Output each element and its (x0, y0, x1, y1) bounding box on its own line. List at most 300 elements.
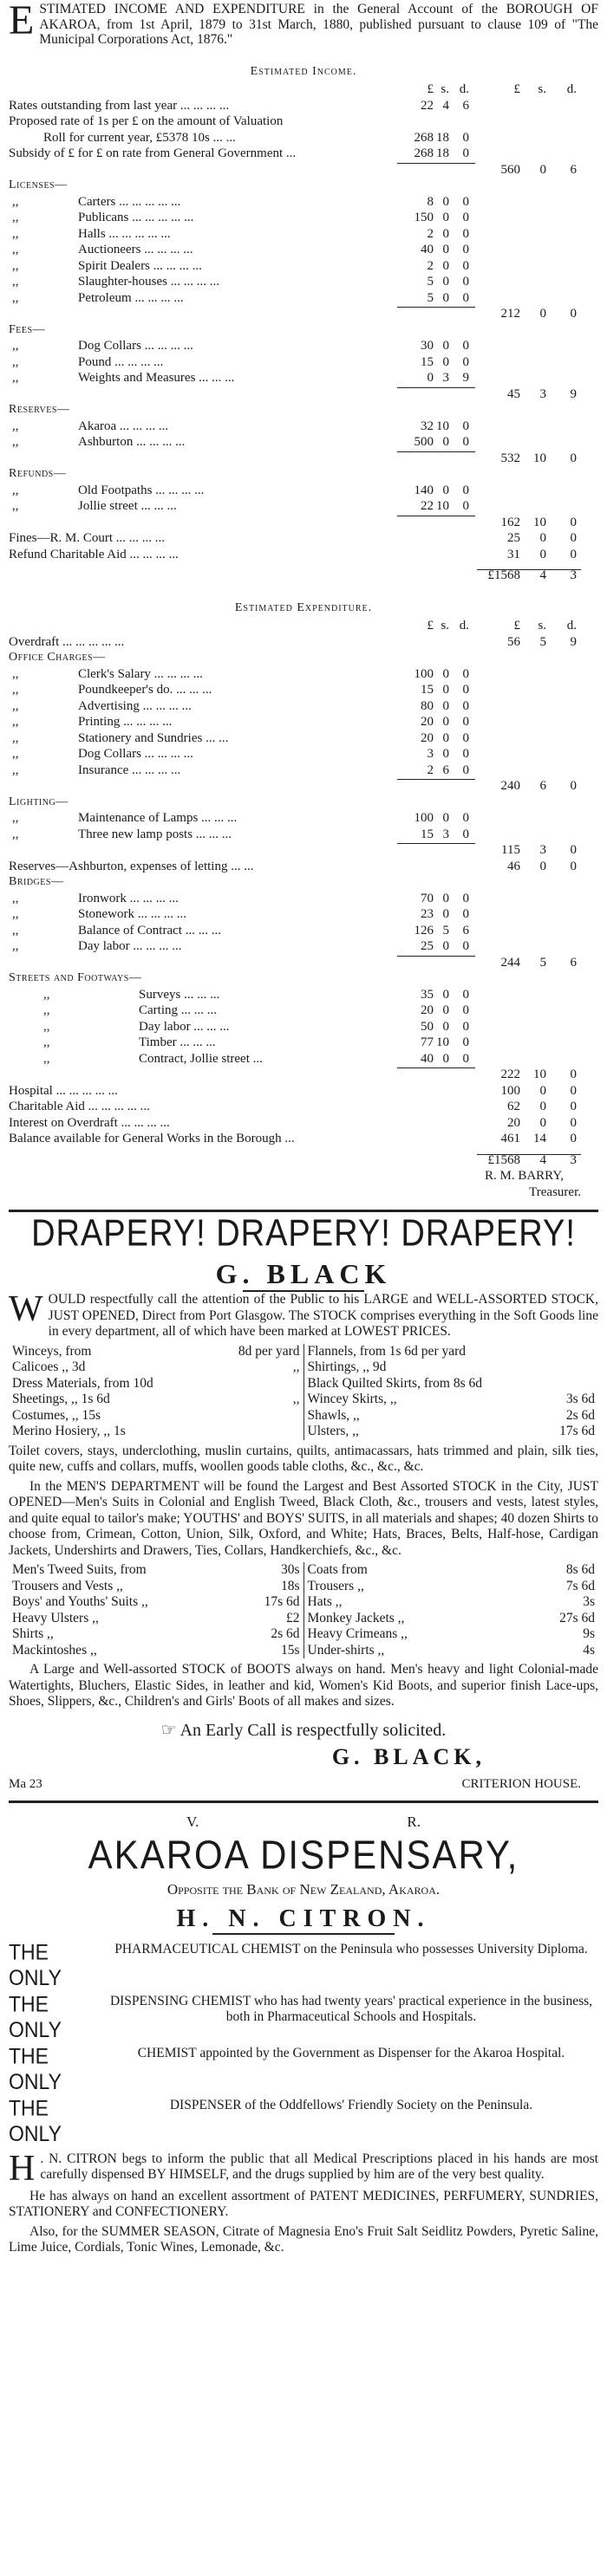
amount-cell: 0 (442, 1051, 449, 1066)
row-label: Petroleum ... ... ... ... (78, 290, 184, 305)
section-label: Fees— (9, 322, 46, 336)
prescription-notice-text: . N. CITRON begs to inform the public that all Medical Prescriptions placed in his hands are most carefully dispensed BY HIMSELF, and the drugs supplied by him are of the very best quality. (40, 2151, 598, 2182)
drop-cap: E (9, 0, 35, 43)
the-only-list (9, 1938, 598, 2146)
amount-cell: 0 (462, 435, 469, 449)
row-label: Insurance ... ... ... ... (78, 762, 181, 777)
amount-cell: 20 (421, 1003, 434, 1017)
criterion-line (9, 1777, 598, 1792)
account-row (9, 568, 598, 584)
row-label: Subsidy of £ for £ on rate from General Government ... (9, 146, 297, 160)
account-row (9, 730, 598, 747)
account-row (9, 1002, 598, 1019)
ditto-mark: ,, (12, 339, 19, 353)
amount-cell: 10 (436, 499, 449, 513)
amount-cell: 18 (436, 146, 449, 160)
subtotal-cell: 10 (533, 515, 546, 529)
account-row (9, 434, 598, 451)
account-row (9, 98, 598, 114)
ditto-mark: ,, (12, 891, 19, 905)
account-row (9, 666, 598, 683)
account-row (9, 795, 598, 811)
amount-cell: 0 (442, 811, 449, 825)
account-row (9, 1035, 598, 1051)
subtotal-cell: 461 (500, 1132, 520, 1145)
row-label: Carting ... ... ... (139, 1003, 217, 1017)
expenditure-table (9, 634, 598, 1169)
section-label: Licenses— (9, 178, 68, 191)
ditto-mark: ,, (12, 698, 19, 713)
price-item: Trousers and Vests ,, (12, 1578, 123, 1593)
price-item: Ulsters, ,, (307, 1424, 359, 1438)
section-label: Lighting— (9, 795, 69, 808)
amount-cell: 0 (442, 891, 449, 905)
section-label: Office Charges— (9, 651, 106, 664)
account-row (9, 923, 598, 939)
price-column-right (304, 1344, 599, 1440)
currency-head: d. (566, 81, 577, 96)
amount-cell: 9 (462, 371, 469, 385)
the-only-tag: THE ONLY (9, 2094, 62, 2146)
price-row (12, 1424, 300, 1440)
row-label: Spirit Dealers ... ... ... ... (78, 258, 202, 273)
price-value: 18s (280, 1578, 300, 1593)
boots-notice: A Large and Well-assorted STOCK of BOOTS always on hand. Men's heavy and light Colonial-made Watertights, Bluchers, Elastic Sides, in leather and kid, Women's Kid Boots, and superior finish Lace-ups, Shoes, Slippers, &c., Children's and Girls' Boots of all makes and sizes. (9, 1662, 598, 1709)
subtotal-cell: 100 (500, 1083, 520, 1098)
account-row (9, 714, 598, 730)
price-item: Under-shirts ,, (307, 1642, 385, 1658)
criterion-house: CRITERION HOUSE. (461, 1776, 581, 1791)
price-row (12, 1344, 300, 1360)
account-row (9, 290, 598, 307)
amount-cell: 3 (427, 747, 434, 761)
amount-cell: 3 (442, 827, 449, 841)
amount-cell: 0 (462, 211, 469, 224)
subtotal-cell: 0 (570, 515, 577, 529)
stock-notice: He has always on hand an excellent assortment of PATENT MEDICINES, PERFUMERY, SUNDRIES, STATIONERY and CONFECTIONERY. (9, 2188, 598, 2219)
the-only-tag: THE ONLY (9, 2042, 62, 2094)
the-only-text: DISPENSER of the Oddfellows' Friendly Society on the Peninsula. (169, 2097, 533, 2112)
amount-cell: 20 (421, 730, 434, 745)
subtotal-cell: 14 (533, 1132, 546, 1145)
amount-cell: 0 (442, 226, 449, 241)
subtotal-cell: 0 (570, 779, 577, 793)
currency-head: s. (538, 618, 546, 633)
price-row (308, 1611, 596, 1627)
price-value: ,, (292, 1359, 300, 1374)
amount-cell: 0 (442, 698, 449, 713)
amount-cell: 0 (442, 1003, 449, 1017)
price-row (12, 1359, 300, 1376)
subtotal-rule (397, 451, 475, 452)
price-item: Hats ,, (307, 1594, 343, 1609)
subtotal-cell: 0 (539, 547, 546, 561)
subtotal-cell: 0 (539, 307, 546, 321)
price-value: 2s 6d (271, 1626, 300, 1641)
price-value: 3s (583, 1594, 595, 1609)
row-label: Pound ... ... ... ... (78, 354, 164, 369)
subtotal-cell: 0 (539, 1115, 546, 1130)
subtotal-cell: 25 (507, 531, 520, 545)
the-only-item (9, 2042, 598, 2094)
drapery-intro-text: OULD respectfully call the attention of the Public to his LARGE and WELL-ASSORTED STOCK, JUST OPENED, Direct from Port Glasgow. The STOCK comprises everything in the Soft Goods line in every department, all of which have been marked at LOWEST PRICES. (48, 1292, 598, 1339)
price-item: Trousers ,, (307, 1578, 364, 1593)
price-item: Sheetings, ,, 1s 6d (12, 1392, 110, 1406)
subtotal-cell: 3 (539, 386, 546, 401)
subtotal-cell: 560 (500, 162, 520, 177)
merchant-name-text: G. BLACK (215, 1258, 392, 1289)
subtotal-cell: £1568 (487, 1152, 520, 1167)
amount-cell: 0 (462, 762, 469, 777)
amount-cell: 35 (421, 987, 434, 1002)
subtotal-cell: 0 (570, 1132, 577, 1145)
amount-cell: 0 (462, 666, 469, 681)
subtotal-cell: 0 (539, 162, 546, 177)
row-label: Publicans ... ... ... ... ... (78, 211, 194, 224)
price-row (308, 1344, 596, 1360)
row-label: Ashburton ... ... ... ... (78, 435, 186, 449)
amount-cell: 0 (462, 1035, 469, 1049)
amount-cell: 5 (442, 923, 449, 938)
subtotal-cell: 0 (570, 531, 577, 545)
section-label: Reserves— (9, 403, 70, 416)
the-only-text: DISPENSING CHEMIST who has had twenty years' practical experience in the business, both in Pharmaceutical Schools and Hospitals. (109, 1993, 593, 2024)
subtotal-cell: 162 (500, 515, 520, 529)
amount-cell: 2 (427, 226, 434, 241)
amount-cell: 20 (421, 715, 434, 729)
amount-cell: 22 (421, 499, 434, 513)
proprietor-name (9, 1905, 598, 1935)
price-row (12, 1562, 300, 1579)
amount-cell: 5 (427, 290, 434, 305)
section-label: Bridges— (9, 875, 64, 888)
account-row (9, 938, 598, 955)
amount-cell: 15 (421, 354, 434, 369)
row-label: Poundkeeper's do. ... ... ... (78, 683, 212, 697)
the-only-item (9, 1990, 598, 2042)
accounts-intro-text: STIMATED INCOME AND EXPENDITURE in the General Account of the BOROUGH OF AKAROA, from 1st April, 1879 to 31st March, 1880, published pursuant to clause 109 of "The Municipal Corporations Act, 1876." (39, 2, 598, 47)
account-row (9, 114, 598, 130)
ditto-mark: ,, (12, 226, 19, 241)
ditto-mark: ,, (12, 747, 19, 761)
amount-cell: 0 (462, 243, 469, 256)
price-row (308, 1579, 596, 1595)
amount-cell: 0 (442, 730, 449, 745)
subtotal-cell: £1568 (487, 568, 520, 582)
price-value: 3s 6d (565, 1392, 595, 1406)
price-column-left (9, 1344, 304, 1440)
ditto-mark: ,, (12, 811, 19, 825)
account-row (9, 1131, 598, 1147)
account-row (9, 226, 598, 243)
ditto-mark: ,, (12, 907, 19, 921)
price-value: 8d per yard (238, 1343, 300, 1359)
amount-cell: 0 (442, 194, 449, 209)
ditto-mark: ,, (12, 211, 19, 224)
income-table (9, 98, 598, 584)
section-divider (9, 1801, 598, 1803)
account-row (9, 178, 598, 194)
price-item: Monkey Jackets ,, (307, 1610, 405, 1625)
account-row (9, 370, 598, 386)
account-row (9, 698, 598, 715)
row-label: Three new lamp posts ... ... ... (78, 827, 232, 841)
amount-cell: 5 (427, 275, 434, 289)
ditto-mark: ,, (12, 939, 19, 953)
row-label: Ironwork ... ... ... ... (78, 891, 179, 905)
row-label: Day labor ... ... ... ... (78, 939, 182, 953)
row-label: Carters ... ... ... ... ... (78, 194, 181, 209)
subtotal-cell: 6 (539, 779, 546, 793)
account-row (9, 1152, 598, 1169)
amount-cell: 0 (462, 354, 469, 369)
subtotal-cell: 6 (570, 955, 577, 970)
price-value: 8s 6d (565, 1562, 595, 1577)
amount-cell: 70 (421, 891, 434, 905)
account-row (9, 955, 598, 971)
amount-cell: 268 (414, 146, 434, 160)
amount-cell: 0 (442, 683, 449, 697)
subtotal-cell: 0 (539, 859, 546, 873)
currency-head: s. (441, 81, 449, 96)
amount-cell: 6 (462, 98, 469, 113)
amount-cell: 0 (462, 194, 469, 209)
subtotal-cell: 0 (570, 451, 577, 465)
dispensary-title: AKAROA DISPENSARY, (88, 1832, 519, 1877)
amount-cell: 0 (442, 258, 449, 273)
proprietor-name-text: H. N. CITRON. (176, 1904, 431, 1932)
price-value: 9s (583, 1626, 595, 1641)
ditto-mark: ,, (12, 354, 19, 369)
ditto-mark: ,, (43, 1051, 50, 1066)
account-row (9, 842, 598, 859)
row-label: Surveys ... ... ... (139, 987, 220, 1002)
ditto-mark: ,, (43, 1035, 50, 1049)
amount-cell: 0 (462, 226, 469, 241)
currency-head: s. (538, 81, 546, 96)
currency-head: £ (513, 81, 520, 96)
subtotal-cell: 10 (533, 1067, 546, 1081)
account-row (9, 130, 598, 146)
amount-cell: 10 (436, 419, 449, 433)
section-label: Streets and Footways— (9, 971, 142, 984)
subtotal-cell: 532 (500, 451, 520, 465)
the-only-tag: THE ONLY (9, 1938, 62, 1990)
ditto-mark: ,, (12, 419, 19, 433)
amount-cell: 0 (442, 939, 449, 953)
row-label: Charitable Aid ... ... ... ... ... (9, 1100, 150, 1113)
merchant-signoff: G. BLACK, (331, 1743, 486, 1769)
subtotal-cell: 0 (570, 843, 577, 857)
ditto-mark: ,, (12, 371, 19, 385)
price-value: ,, (292, 1392, 300, 1406)
account-row (9, 483, 598, 499)
currency-header (9, 619, 598, 634)
amount-cell: 6 (462, 923, 469, 938)
subtotal-cell: 3 (539, 843, 546, 857)
row-label: Weights and Measures ... ... ... (78, 371, 235, 385)
income-heading: Estimated Income. (250, 64, 357, 78)
ditto-mark: ,, (43, 1019, 50, 1034)
price-value: 27s 6d (559, 1610, 595, 1625)
amount-cell: 0 (442, 243, 449, 256)
subtotal-cell: 5 (539, 634, 546, 649)
amount-cell: 0 (462, 907, 469, 921)
amount-cell: 6 (442, 762, 449, 777)
total-rule (477, 569, 581, 570)
currency-head: d. (459, 81, 469, 96)
treasurer-signature: R. M. BARRY, (484, 1169, 564, 1183)
price-row (12, 1392, 300, 1408)
row-label: Akaroa ... ... ... ... (78, 419, 169, 433)
amount-cell: 0 (442, 747, 449, 761)
subtotal-cell: 62 (507, 1100, 520, 1113)
amount-cell: 0 (462, 146, 469, 160)
amount-cell: 22 (421, 98, 434, 113)
row-label: Stonework ... ... ... ... (78, 907, 186, 921)
amount-cell: 0 (462, 1003, 469, 1017)
subtotal-rule (397, 163, 475, 164)
subtotal-cell: 3 (570, 568, 577, 582)
row-label: Timber ... ... ... (139, 1035, 216, 1049)
row-label: Maintenance of Lamps ... ... ... (78, 811, 238, 825)
subtotal-cell: 240 (500, 779, 520, 793)
amount-cell: 0 (462, 483, 469, 497)
underline (212, 1933, 395, 1935)
account-row (9, 322, 598, 339)
currency-head: s. (441, 618, 449, 633)
price-item: Coats from (307, 1562, 368, 1577)
ditto-mark: ,, (12, 483, 19, 497)
ditto-mark: ,, (12, 666, 19, 681)
row-label: Overdraft ... ... ... ... ... (9, 634, 125, 649)
ditto-mark: ,, (12, 275, 19, 289)
price-row (308, 1359, 596, 1376)
amount-cell: 500 (414, 435, 434, 449)
the-only-tag: THE ONLY (9, 1990, 62, 2042)
price-row (308, 1392, 596, 1408)
amount-cell: 0 (462, 258, 469, 273)
subtotal-cell: 0 (570, 1115, 577, 1130)
amount-cell: 0 (442, 354, 449, 369)
account-row (9, 258, 598, 275)
amount-cell: 0 (462, 1051, 469, 1066)
account-row (9, 146, 598, 162)
amount-cell: 18 (436, 130, 449, 145)
subtotal-cell: 0 (539, 1083, 546, 1098)
account-row (9, 210, 598, 226)
subtotal-cell: 10 (533, 451, 546, 465)
accounts-intro (9, 2, 598, 48)
price-column-left (9, 1562, 304, 1658)
v-mark: V. (186, 1813, 199, 1830)
price-row (308, 1643, 596, 1659)
amount-cell: 150 (414, 211, 434, 224)
subtotal-cell: 4 (539, 568, 546, 582)
dispensary-location: Opposite the Bank of New Zealand, Akaroa. (166, 1880, 441, 1898)
amount-cell: 0 (462, 987, 469, 1002)
subtotal-rule (397, 1067, 475, 1068)
price-row (12, 1643, 300, 1659)
price-value: 7s 6d (565, 1578, 595, 1593)
account-row (9, 810, 598, 827)
amount-cell: 50 (421, 1019, 434, 1034)
amount-cell: 4 (442, 98, 449, 113)
account-row (9, 338, 598, 354)
account-row (9, 530, 598, 547)
row-label: Day labor ... ... ... (139, 1019, 230, 1034)
price-row (308, 1424, 596, 1440)
price-item: Merino Hosiery, ,, 1s (12, 1424, 126, 1438)
prescription-notice (9, 2148, 598, 2189)
amount-cell: 0 (462, 683, 469, 697)
price-row (12, 1579, 300, 1595)
row-label: Interest on Overdraft ... ... ... ... (9, 1115, 170, 1130)
price-item: Boys' and Youths' Suits ,, (12, 1594, 148, 1609)
account-row (9, 402, 598, 419)
subtotal-rule (397, 779, 475, 780)
ditto-mark: ,, (12, 762, 19, 777)
amount-cell: 0 (442, 907, 449, 921)
amount-cell: 30 (421, 339, 434, 353)
amount-cell: 0 (442, 483, 449, 497)
amount-cell: 32 (421, 419, 434, 433)
amount-cell: 0 (442, 435, 449, 449)
vr-mark (9, 1814, 598, 1831)
ditto-mark: ,, (12, 290, 19, 305)
amount-cell: 0 (462, 811, 469, 825)
account-row (9, 1067, 598, 1083)
row-label: Jollie street ... ... ... (78, 499, 177, 513)
amount-cell: 0 (462, 1019, 469, 1034)
price-value: 4s (583, 1642, 595, 1658)
account-row (9, 906, 598, 923)
row-label: Dog Collars ... ... ... ... (78, 747, 193, 761)
row-label: Balance available for General Works in the Borough ... (9, 1132, 295, 1145)
price-item: Shirts ,, (12, 1626, 54, 1641)
amount-cell: 2 (427, 762, 434, 777)
account-row (9, 451, 598, 467)
account-row (9, 354, 598, 371)
section-label: Refunds— (9, 467, 67, 480)
price-row (308, 1376, 596, 1392)
currency-head: £ (427, 81, 434, 96)
amount-cell: 100 (414, 666, 434, 681)
subtotal-cell: 6 (570, 162, 577, 177)
subtotal-cell: 212 (500, 307, 520, 321)
price-row (12, 1626, 300, 1643)
the-only-item (9, 1938, 598, 1990)
the-only-item (9, 2094, 598, 2146)
amount-cell: 23 (421, 907, 434, 921)
subtotal-cell: 222 (500, 1067, 520, 1081)
amount-cell: 40 (421, 243, 434, 256)
subtotal-rule (397, 387, 475, 388)
mens-department: In the MEN'S DEPARTMENT will be found the Largest and Best Assorted STOCK in the City, JUST OPENED—Men's Suits in Colonial and English Tweed, Black Cloth, &c., trousers and vests, latest styles, and quite equal to tailor's make; YOUTHS' and BOYS' SUITS, in all materials and shapes; 40 dozen Shirts to choose from, Crimean, Cotton, Union, Silk, Oxford, and White; Hats, Braces, Belts, Half-hose, Cardigan Jackets, Undershirts and Drawers, Ties, Collars, Handkerchiefs, &c., &c. (9, 1478, 598, 1558)
amount-cell: 268 (414, 130, 434, 145)
row-label: Dog Collars ... ... ... ... (78, 339, 193, 353)
account-row (9, 827, 598, 843)
account-row (9, 194, 598, 211)
amount-cell: 0 (462, 747, 469, 761)
row-label: Advertising ... ... ... ... (78, 698, 192, 713)
amount-cell: 2 (427, 258, 434, 273)
amount-cell: 0 (462, 891, 469, 905)
subtotal-cell: 244 (500, 955, 520, 970)
amount-cell: 0 (442, 290, 449, 305)
price-column-right (304, 1562, 599, 1658)
price-value: 15s (280, 1642, 300, 1658)
